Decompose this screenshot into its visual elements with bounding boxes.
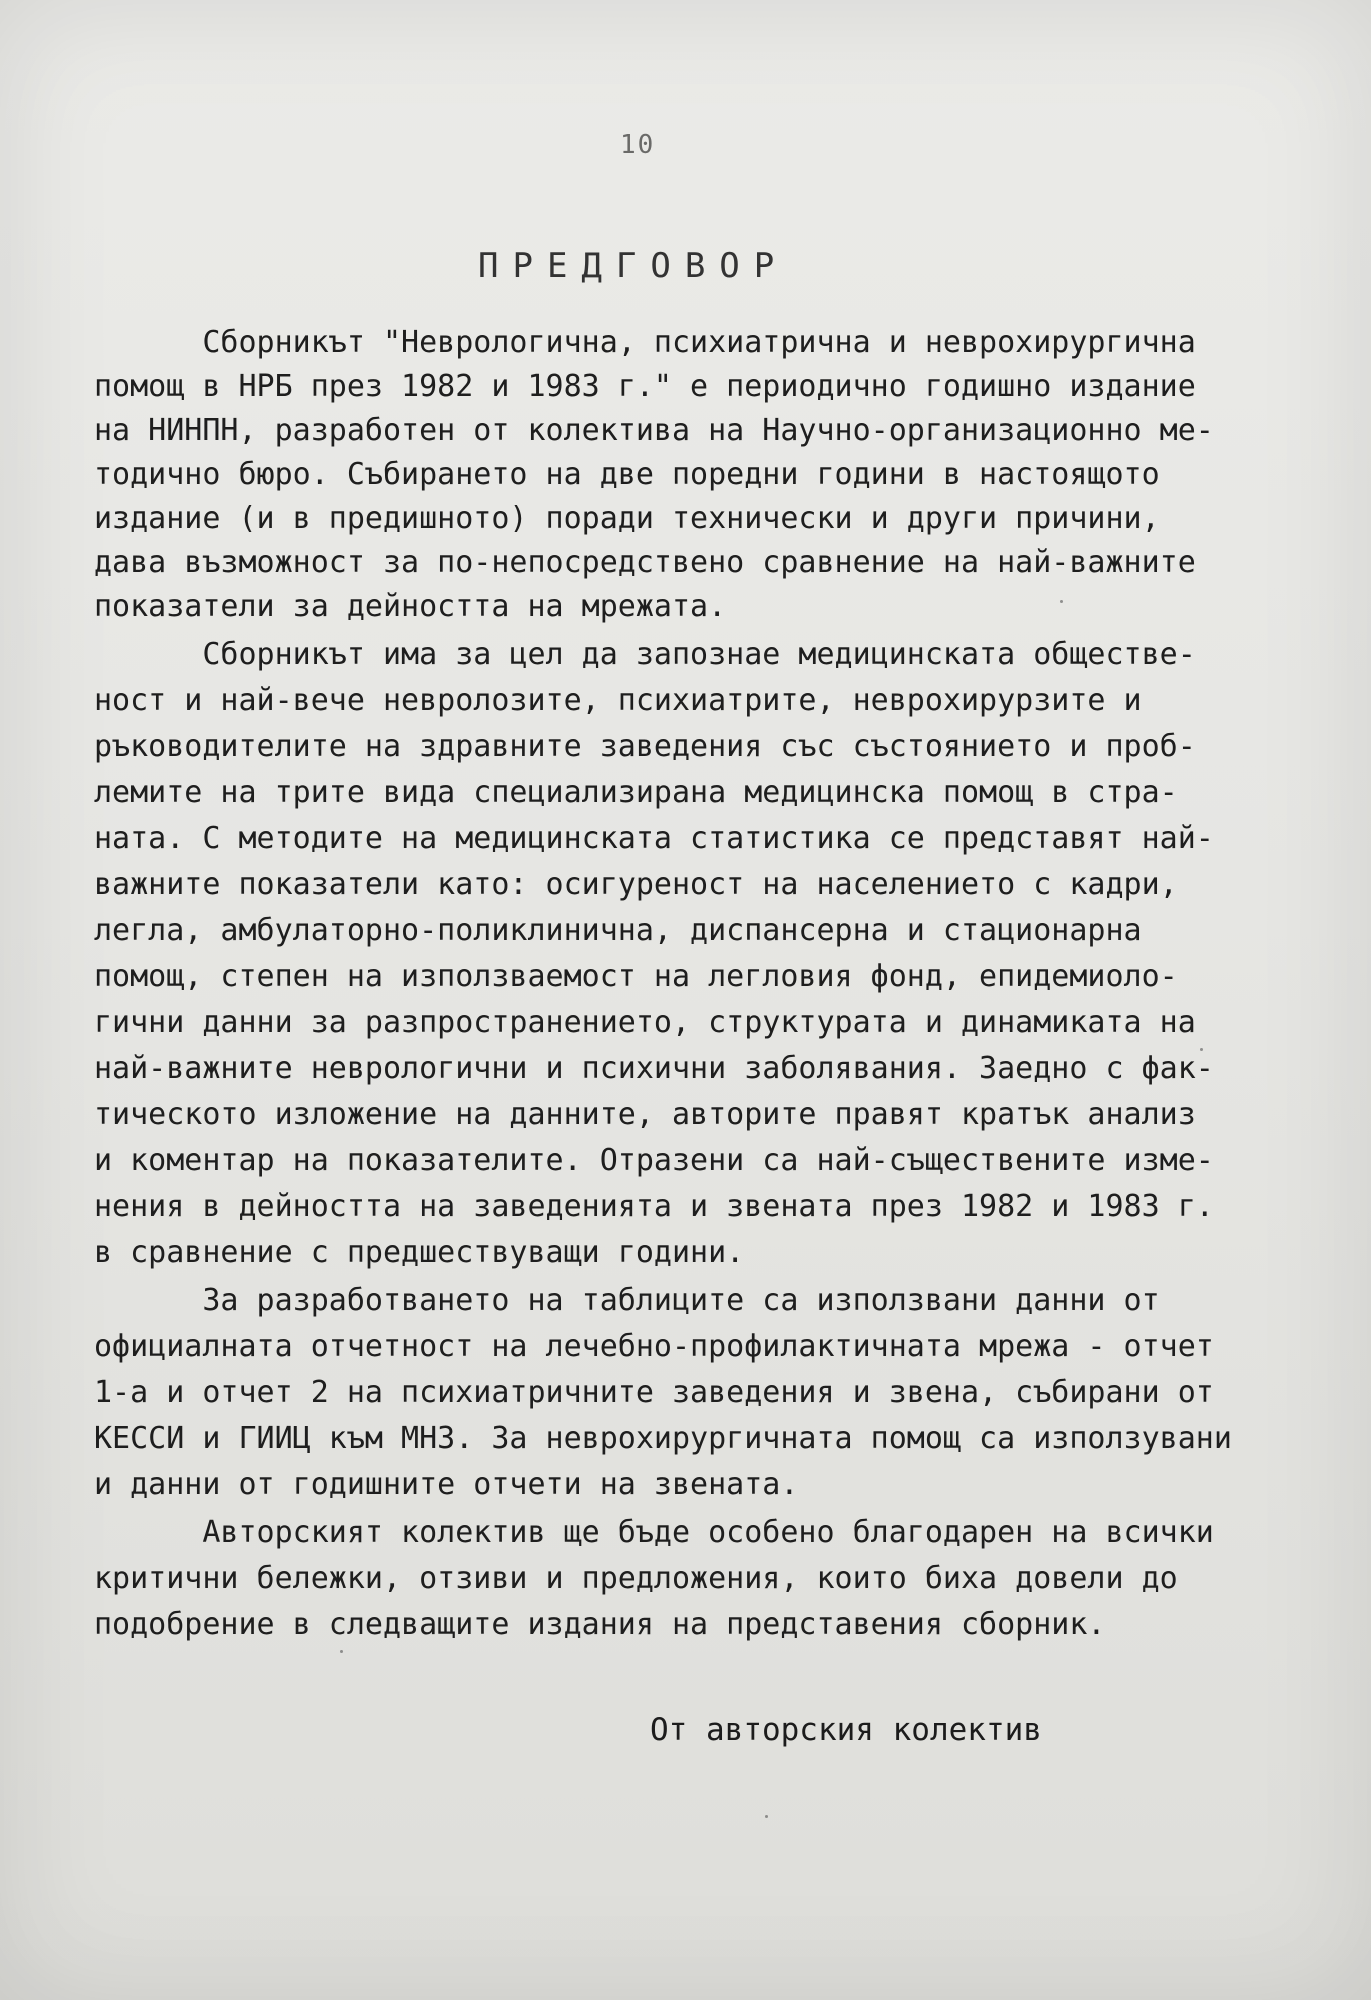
text-line: лемите на трите вида специализирана медицинска помощ в стра- [94,775,1178,810]
text-line: нения в дейността на заведенията и звената през 1982 и 1983 г. [94,1189,1214,1224]
text-line: помощ в НРБ през 1982 и 1983 г." е периодично годишно издание [94,369,1196,404]
text-line: ръководителите на здравните заведения със състоянието и проб- [94,729,1196,764]
text-line: помощ, степен на използваемост на легловия фонд, епидемиоло- [94,959,1178,994]
text-line: важните показатели като: осигуреност на населението с кадри, [94,867,1178,902]
text-line: ната. С методите на медицинската статистика се представят най- [94,821,1214,856]
text-line: тическото изложение на данните, авторите правят кратък анализ [94,1097,1196,1132]
text-line: тодично бюро. Събирането на две поредни години в настоящото [94,457,1160,492]
paper-speck [1200,1048,1203,1051]
text-line: най-важните неврологични и психични заболявания. Заедно с фак- [94,1051,1214,1086]
text-line: Сборникът "Неврологична, психиатрична и неврохирургична [94,325,1196,360]
text-line: официалната отчетност на лечебно-профилактичната мрежа - отчет [94,1329,1214,1364]
text-line: дава възможност за по-непосредствено сравнение на най-важните [94,545,1196,580]
text-line: Авторският колектив ще бъде особено благодарен на всички [94,1515,1214,1550]
text-line: на НИНПН, разработен от колектива на Научно-организационно ме- [94,413,1214,448]
page-title: ПРЕДГОВОР [478,246,789,286]
paper-speck [765,1815,768,1818]
text-line: подобрение в следващите издания на представения сборник. [94,1607,1106,1642]
text-line: критични бележки, отзиви и предложения, които биха довели до [94,1561,1178,1596]
text-line: За разработването на таблиците са използвани данни от [94,1283,1160,1318]
page-number: 10 [620,130,656,160]
text-line: гични данни за разпространението, структурата и динамиката на [94,1005,1196,1040]
paper-speck [1060,600,1063,603]
text-line: издание (и в предишното) поради технически и други причини, [94,501,1160,536]
text-line: КЕССИ и ГИИЦ към МНЗ. За неврохирургичната помощ са използувани [94,1421,1232,1456]
text-line: ност и най-вече невролозите, психиатрите, неврохирурзите и [94,683,1142,718]
text-line: показатели за дейността на мрежата. [94,589,727,624]
text-line: Сборникът има за цел да запознае медицинската обществе- [94,637,1196,672]
text-line: и данни от годишните отчети на звената. [94,1467,799,1502]
paper-speck [340,1650,343,1653]
text-line: и коментар на показателите. Отразени са най-съществените изме- [94,1143,1214,1178]
text-line: легла, амбулаторно-поликлинична, диспансерна и стационарна [94,913,1142,948]
text-line: в сравнение с предшествуващи години. [94,1235,745,1270]
signature-line: От авторския колектив [650,1712,1042,1748]
text-line: 1-а и отчет 2 на психиатричните заведения и звена, събирани от [94,1375,1214,1410]
